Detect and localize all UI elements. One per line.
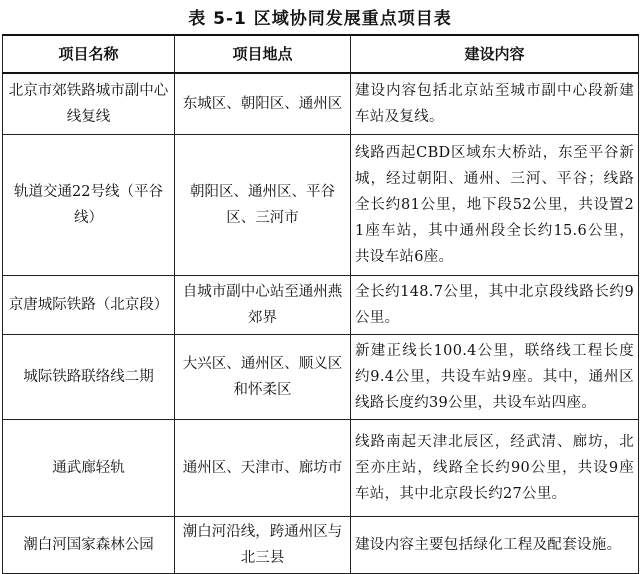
project-content-cell: 新建正线长100.4公里，联络线工程长度约9.4公里，共设车站9座。其中，通州区线路长度约39公里，共设车站四座。 <box>351 335 639 420</box>
project-name-cell: 北京市郊铁路城市副中心线复线 <box>3 73 175 135</box>
table-row <box>3 135 639 276</box>
table-title: 表 5-1 区域协同发展重点项目表 <box>188 9 452 29</box>
project-name-cell: 城际铁路联络线二期 <box>3 335 175 420</box>
project-location-cell: 大兴区、通州区、顺义区和怀柔区 <box>175 335 351 420</box>
project-content-cell: 线路西起CBD区域东大桥站，东至平谷新城，经过朝阳、通州、三河、平谷；线路全长约81公里，地下段52公里，共设置21座车站，其中通州段全长约15.6公里，共设车站6座。 <box>351 135 639 276</box>
project-name-cell: 京唐城际铁路（北京段） <box>3 276 175 335</box>
project-name-cell: 通武廊轻轨 <box>3 420 175 517</box>
project-location-cell: 潮白河沿线，跨通州区与北三县 <box>175 517 351 574</box>
table-row <box>3 335 639 420</box>
header-construction-content: 建设内容 <box>351 35 639 73</box>
table-header-row <box>3 35 639 73</box>
project-content-cell: 建设内容包括北京站至城市副中心段新建车站及复线。 <box>351 73 639 135</box>
project-content-cell: 全长约148.7公里，其中北京段线路长约9公里。 <box>351 276 639 335</box>
project-content-cell: 建设内容主要包括绿化工程及配套设施。 <box>351 517 639 574</box>
table-row <box>3 73 639 135</box>
project-name-cell: 潮白河国家森林公园 <box>3 517 175 574</box>
table-row <box>3 517 639 574</box>
project-location-cell: 自城市副中心站至通州燕郊界 <box>175 276 351 335</box>
project-name-cell: 轨道交通22号线（平谷线） <box>3 135 175 276</box>
project-location-cell: 朝阳区、通州区、平谷区、三河市 <box>175 135 351 276</box>
project-content-cell: 线路南起天津北辰区，经武清、廊坊，北至亦庄站，线路全长约90公里，共设9座车站，其中北京段长约27公里。 <box>351 420 639 517</box>
projects-table <box>2 34 639 574</box>
table-row <box>3 420 639 517</box>
project-location-cell: 东城区、朝阳区、通州区 <box>175 73 351 135</box>
header-project-name: 项目名称 <box>3 35 175 73</box>
header-project-location: 项目地点 <box>175 35 351 73</box>
table-row <box>3 276 639 335</box>
project-location-cell: 通州区、天津市、廊坊市 <box>175 420 351 517</box>
